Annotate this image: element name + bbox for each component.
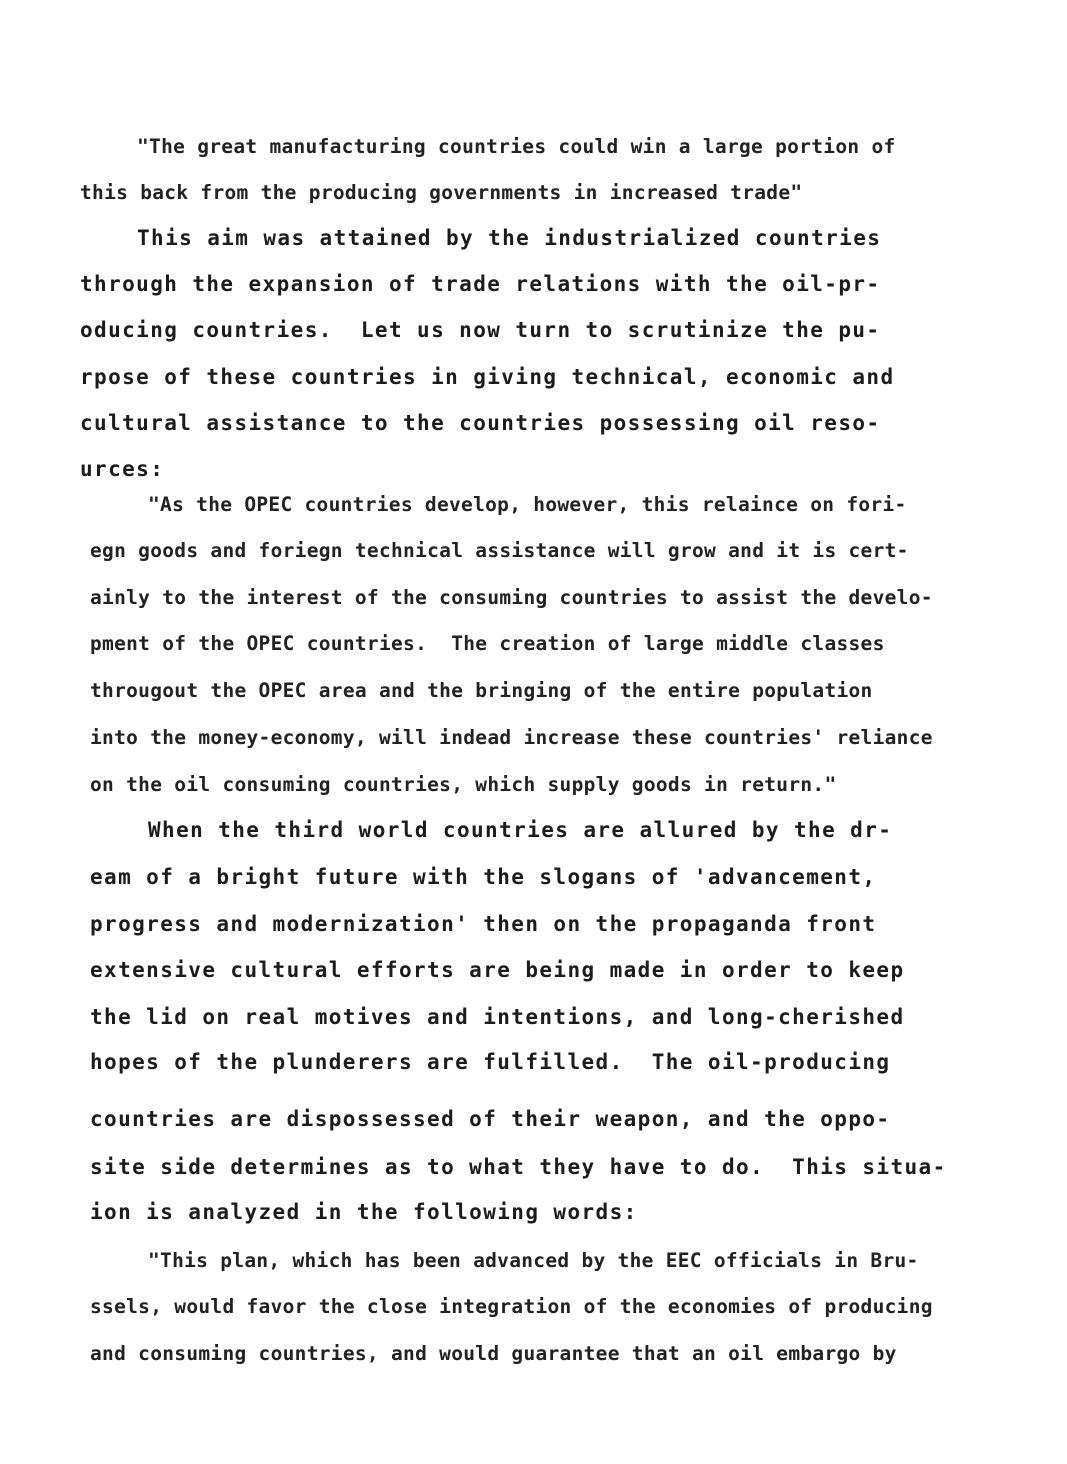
quote-2-line-4: pment of the OPEC countries. The creation of large middle classes <box>90 632 885 655</box>
quote-3-line-3: and consuming countries, and would guarantee that an oil embargo by <box>90 1342 897 1365</box>
paragraph-1-line-5: cultural assistance to the countries possessing oil reso- <box>80 411 881 435</box>
quote-2-line-1: "As the OPEC countries develop, however, this relaince on fori- <box>148 493 907 516</box>
quote-3-line-2: ssels, would favor the close integration of the economies of producing <box>90 1295 933 1318</box>
quote-1-line-2: this back from the producing governments in increased trade" <box>80 181 803 204</box>
paragraph-2-line-6: hopes of the plunderers are fulfilled. The oil-producing <box>90 1050 891 1074</box>
quote-2-line-3: ainly to the interest of the consuming countries to assist the develo- <box>90 586 933 609</box>
paragraph-1-line-6: urces: <box>80 457 165 481</box>
paragraph-2-line-7: countries are dispossessed of their weapon, and the oppo- <box>90 1107 891 1131</box>
quote-3-line-1: "This plan, which has been advanced by the EEC officials in Bru- <box>148 1249 919 1272</box>
quote-2-line-5: througout the OPEC area and the bringing of the entire population <box>90 679 873 702</box>
quote-2-line-6: into the money-economy, will indead increase these countries' reliance <box>90 726 933 749</box>
paragraph-2-line-3: progress and modernization' then on the propaganda front <box>90 912 877 936</box>
paragraph-2-line-9: ion is analyzed in the following words: <box>90 1200 638 1224</box>
paragraph-2-line-1: When the third world countries are allured by the dr- <box>148 818 893 842</box>
paragraph-2-line-5: the lid on real motives and intentions, and long-cherished <box>90 1005 905 1029</box>
paragraph-2-line-8: site side determines as to what they have to do. This situa- <box>90 1155 947 1179</box>
paragraph-2-line-4: extensive cultural efforts are being made in order to keep <box>90 958 905 982</box>
paragraph-1-line-1: This aim was attained by the industrialized countries <box>137 226 882 250</box>
quote-1-line-1: "The great manufacturing countries could win a large portion of <box>137 135 896 158</box>
quote-2-line-7: on the oil consuming countries, which supply goods in return." <box>90 773 837 796</box>
quote-2-line-2: egn goods and foriegn technical assistance will grow and it is cert- <box>90 539 909 562</box>
paragraph-2-line-2: eam of a bright future with the slogans of 'advancement, <box>90 865 877 889</box>
paragraph-1-line-2: through the expansion of trade relations with the oil-pr- <box>80 272 881 296</box>
paragraph-1-line-4: rpose of these countries in giving technical, economic and <box>80 365 895 389</box>
paragraph-1-line-3: oducing countries. Let us now turn to scrutinize the pu- <box>80 318 881 342</box>
